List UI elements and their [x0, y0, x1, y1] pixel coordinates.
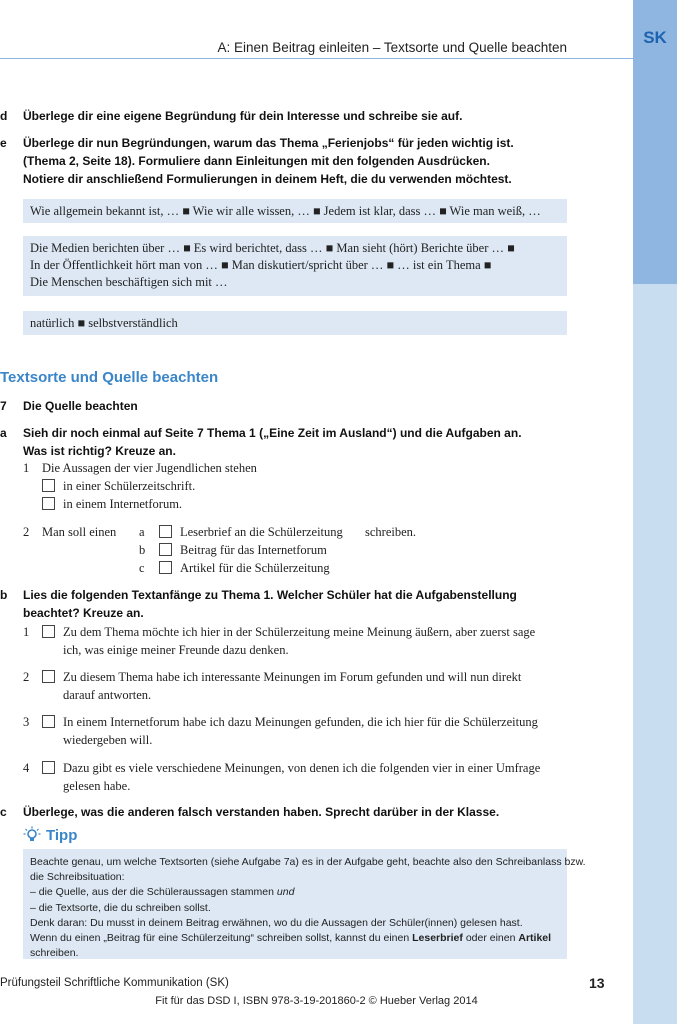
footer-copyright: Fit für das DSD I, ISBN 978-3-19-201860-2 © Hueber Verlag 2014 — [155, 995, 478, 1007]
item-number: 2 — [23, 670, 30, 684]
item-number: 1 — [23, 625, 30, 639]
tipp-line: Beachte genau, um welche Textsorten (siehe Aufgabe 7a) es in der Aufgabe geht, beachte also den Schreibanlass bzw. — [30, 856, 586, 868]
tipp-text: oder einen — [462, 932, 519, 945]
checkbox-option[interactable] — [42, 715, 55, 728]
question-number: 1 — [23, 461, 30, 475]
task-text-line: Notiere dir anschließend Formulierungen in deinem Heft, die du verwenden möchtest. — [23, 172, 512, 186]
item-text-line: Zu diesem Thema habe ich interessante Meinungen im Forum gefunden und will nun direkt — [63, 670, 522, 684]
section-tab-sk: SK — [643, 28, 667, 47]
task-text-line: Was ist richtig? Kreuze an. — [23, 444, 176, 458]
footer-section-label: Prüfungsteil Schriftliche Kommunikation (SK) — [0, 977, 229, 989]
checkbox-option[interactable] — [42, 497, 55, 510]
checkbox-option[interactable] — [159, 543, 172, 556]
checkbox-option[interactable] — [42, 670, 55, 683]
tipp-line: – die Textsorte, die du schreiben sollst. — [30, 901, 211, 914]
tipp-emphasis: und — [276, 886, 295, 899]
tipp-box — [23, 849, 586, 960]
item-number: 3 — [23, 715, 30, 729]
tipp-line: die Schreibsituation: — [30, 871, 125, 884]
checkbox-option[interactable] — [159, 561, 172, 574]
option-text: Beitrag für das Internetforum — [180, 543, 327, 557]
task-text-line: (Thema 2, Seite 18). Formuliere dann Einleitungen mit den folgenden Ausdrücken. — [23, 154, 490, 168]
task-label: e — [0, 136, 7, 150]
option-letter: c — [139, 561, 145, 575]
task-text-line: beachtet? Kreuze an. — [23, 606, 144, 620]
header-divider — [0, 58, 633, 59]
tipp-line — [30, 885, 560, 900]
item-text-line: Dazu gibt es viele verschiedene Meinungen, von denen ich die folgenden vier in einer Umfrage — [63, 761, 541, 775]
option-suffix: schreiben. — [365, 525, 417, 539]
option-text: Leserbrief an die Schülerzeitung — [180, 525, 343, 539]
checkbox-option[interactable] — [42, 761, 55, 774]
tipp-line: Denk daran: Du musst in deinem Beitrag erwähnen, wo du die Aussagen der Schüler(innen) gelesen hast. — [30, 916, 523, 929]
option-letter: b — [139, 543, 146, 557]
task-text-line: Lies die folgenden Textanfänge zu Thema 1. Welcher Schüler hat die Aufgabenstellung — [23, 588, 517, 602]
task-text: Überlege dir eine eigene Begründung für dein Interesse und schreibe sie auf. — [23, 109, 463, 123]
task-label: d — [0, 109, 8, 123]
lightbulb-icon — [23, 826, 41, 844]
option-text: in einem Internetforum. — [63, 497, 183, 511]
side-tab-bar — [633, 0, 677, 1024]
task-text-line: Sieh dir noch einmal auf Seite 7 Thema 1 („Eine Zeit im Ausland“) und die Aufgaben an. — [23, 426, 522, 440]
tipp-bold: Leserbrief — [412, 932, 463, 945]
section-title: Textsorte und Quelle beachten — [0, 369, 219, 386]
option-text: Artikel für die Schülerzeitung — [180, 561, 330, 575]
phrase-line: In der Öffentlichkeit hört man von … ■ Man diskutiert/spricht über … ■ … ist ein Thema ■ — [30, 258, 492, 272]
item-text-line: Zu dem Thema möchte ich hier in der Schülerzeitung meine Meinung äußern, aber zuerst sage — [63, 625, 536, 639]
checkbox-option[interactable] — [159, 525, 172, 538]
phrase-box-3 — [23, 311, 567, 335]
task-label: b — [0, 588, 8, 602]
option-text: in einer Schülerzeitschrift. — [63, 479, 196, 493]
tipp-line: schreiben. — [30, 947, 79, 960]
option-letter: a — [139, 525, 145, 539]
phrase-box-2 — [23, 236, 567, 296]
item-text-line: In einem Internetforum habe ich dazu Meinungen gefunden, die ich hier für die Schülerzeitung — [63, 715, 538, 729]
tipp-bold: Artikel — [518, 932, 552, 945]
phrase-line: Die Menschen beschäftigen sich mit … — [30, 275, 228, 289]
phrase-line: natürlich ■ selbstverständlich — [30, 316, 178, 330]
task-text-line: Überlege dir nun Begründungen, warum das Thema „Ferienjobs“ für jeden wichtig ist. — [23, 136, 514, 150]
question-text: Man soll einen — [42, 525, 117, 539]
question-text: Die Aussagen der vier Jugendlichen stehen — [42, 461, 257, 475]
tipp-text: – die Quelle, aus der die Schüleraussagen stammen — [30, 886, 277, 899]
item-number: 4 — [23, 761, 30, 775]
tipp-text: Wenn du einen „Beitrag für eine Schülerzeitung“ schreiben sollst, kannst du einen — [30, 932, 413, 945]
page-header-title: A: Einen Beitrag einleiten – Textsorte und Quelle beachten — [217, 40, 567, 55]
item-text-line: wiedergeben will. — [63, 733, 153, 747]
item-text-line: darauf antworten. — [63, 688, 152, 702]
checkbox-option[interactable] — [42, 625, 55, 638]
item-text-line: ich, was einige meiner Freunde dazu denken. — [63, 643, 289, 657]
task-text: Überlege, was die anderen falsch verstanden haben. Sprecht darüber in der Klasse. — [23, 805, 500, 819]
phrase-box-1 — [23, 199, 567, 223]
checkbox-option[interactable] — [42, 479, 55, 492]
task-label: a — [0, 426, 7, 440]
phrase-line: Wie allgemein bekannt ist, … ■ Wie wir alle wissen, … ■ Jedem ist klar, dass … ■ Wie man weiß, … — [30, 204, 541, 218]
item-text-line: gelesen habe. — [63, 779, 131, 793]
exercise-title: Die Quelle beachten — [23, 399, 138, 413]
phrase-line: Die Medien berichten über … ■ Es wird berichtet, dass … ■ Man sieht (hört) Berichte über … ■ — [30, 241, 515, 255]
question-number: 2 — [23, 525, 30, 539]
tipp-line — [30, 931, 560, 946]
task-label: c — [0, 805, 7, 819]
page-number: 13 — [589, 975, 605, 991]
tipp-label: Tipp — [46, 827, 78, 844]
exercise-number: 7 — [0, 399, 7, 413]
